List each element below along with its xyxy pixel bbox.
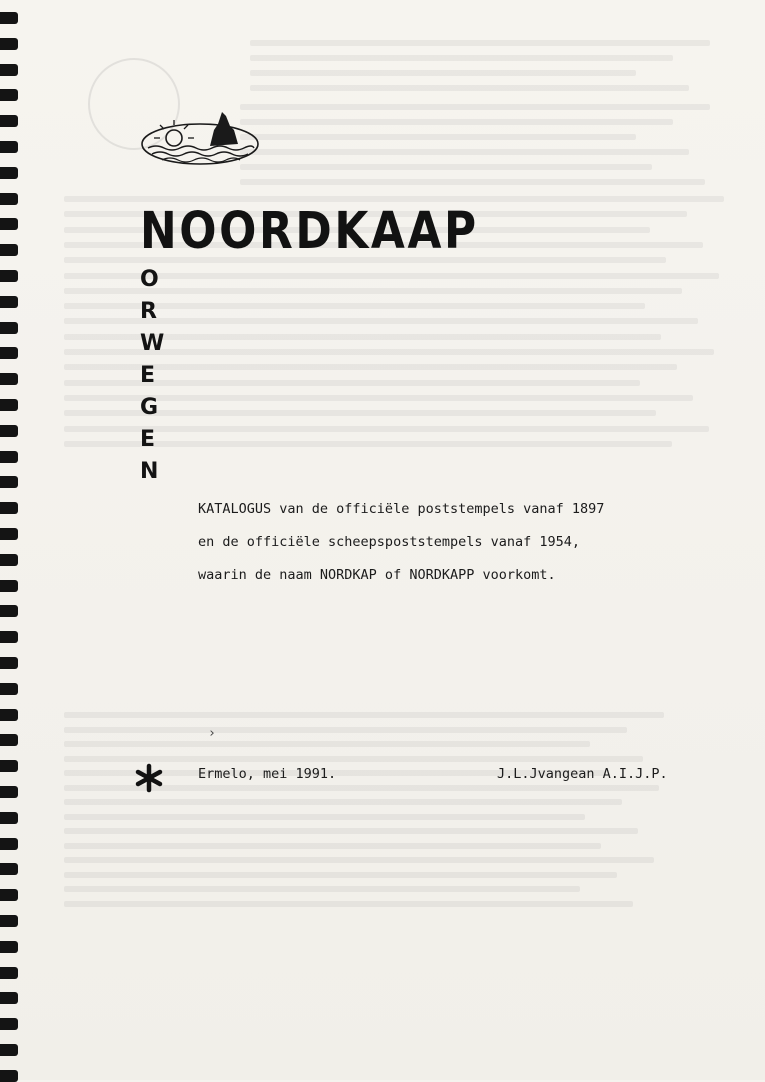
author-name: J.L.Jvangean A.I.J.P.	[497, 766, 668, 782]
vertical-letter: E	[140, 363, 156, 388]
binding-ring	[0, 863, 18, 875]
binding-ring	[0, 631, 18, 643]
vertical-letter: G	[140, 395, 159, 420]
show-through-line	[240, 134, 636, 140]
binding-ring	[0, 347, 18, 359]
show-through-line	[64, 712, 664, 718]
subtitle-line: waarin de naam NORDKAP of NORDKAPP voorkomt.	[198, 567, 556, 583]
show-through-line	[64, 872, 617, 878]
asterisk-icon	[134, 763, 164, 793]
binding-ring	[0, 786, 18, 798]
vertical-letter: N	[140, 459, 159, 484]
binding-ring	[0, 528, 18, 540]
show-through-line	[64, 886, 580, 892]
show-through-line	[240, 149, 689, 155]
binding-ring	[0, 193, 18, 205]
show-through-line	[64, 814, 585, 820]
place-date: Ermelo, mei 1991.	[198, 766, 337, 782]
show-through-line	[64, 843, 601, 849]
binding-ring	[0, 296, 18, 308]
binding-ring	[0, 915, 18, 927]
binding-ring	[0, 270, 18, 282]
binding-ring	[0, 322, 18, 334]
binding-ring	[0, 760, 18, 772]
vertical-letter: O	[140, 267, 159, 292]
binding-ring	[0, 425, 18, 437]
binding-ring	[0, 502, 18, 514]
binding-ring	[0, 38, 18, 50]
catalogue-subtitle	[198, 493, 718, 592]
subtitle-line: KATALOGUS van de officiële poststempels vanaf 1897	[198, 501, 605, 517]
binding-ring	[0, 89, 18, 101]
binding-ring	[0, 12, 18, 24]
binding-ring	[0, 605, 18, 617]
binding-ring	[0, 580, 18, 592]
binding-ring	[0, 141, 18, 153]
sun-sea-cliff-logo-icon	[140, 100, 260, 168]
binding-ring	[0, 889, 18, 901]
show-through-line	[240, 179, 705, 185]
vertical-word	[140, 264, 170, 488]
spiral-binding	[0, 0, 22, 1080]
binding-ring	[0, 1070, 18, 1082]
vertical-letter: W	[140, 331, 165, 356]
binding-ring	[0, 451, 18, 463]
binding-ring	[0, 64, 18, 76]
binding-ring	[0, 1044, 18, 1056]
binding-ring	[0, 1018, 18, 1030]
show-through-line	[64, 828, 638, 834]
binding-ring	[0, 373, 18, 385]
binding-ring	[0, 683, 18, 695]
binding-ring	[0, 967, 18, 979]
binding-ring	[0, 657, 18, 669]
binding-ring	[0, 244, 18, 256]
show-through-line	[240, 119, 673, 125]
binding-ring	[0, 218, 18, 230]
show-through-line	[250, 85, 689, 91]
binding-ring	[0, 115, 18, 127]
binding-ring	[0, 476, 18, 488]
show-through-line	[64, 741, 590, 747]
vertical-letter: E	[140, 427, 156, 452]
show-through-line	[240, 104, 710, 110]
binding-ring	[0, 941, 18, 953]
binding-ring	[0, 399, 18, 411]
show-through-line	[250, 70, 636, 76]
binding-ring	[0, 709, 18, 721]
show-through-line	[64, 901, 633, 907]
binding-ring	[0, 812, 18, 824]
vertical-letter: R	[140, 299, 157, 324]
show-through-line	[64, 756, 643, 762]
show-through-line	[250, 40, 710, 46]
show-through-line	[64, 857, 654, 863]
show-through-line	[64, 799, 622, 805]
binding-ring	[0, 838, 18, 850]
binding-ring	[0, 167, 18, 179]
binding-ring	[0, 992, 18, 1004]
document-title: NOORDKAAP	[140, 202, 479, 261]
subtitle-line: en de officiële scheepspoststempels vanaf 1954,	[198, 534, 581, 550]
show-through-line	[64, 727, 627, 733]
show-through-line	[250, 55, 673, 61]
show-through-line	[240, 164, 652, 170]
small-mark: ›	[208, 726, 216, 741]
binding-ring	[0, 554, 18, 566]
binding-ring	[0, 734, 18, 746]
